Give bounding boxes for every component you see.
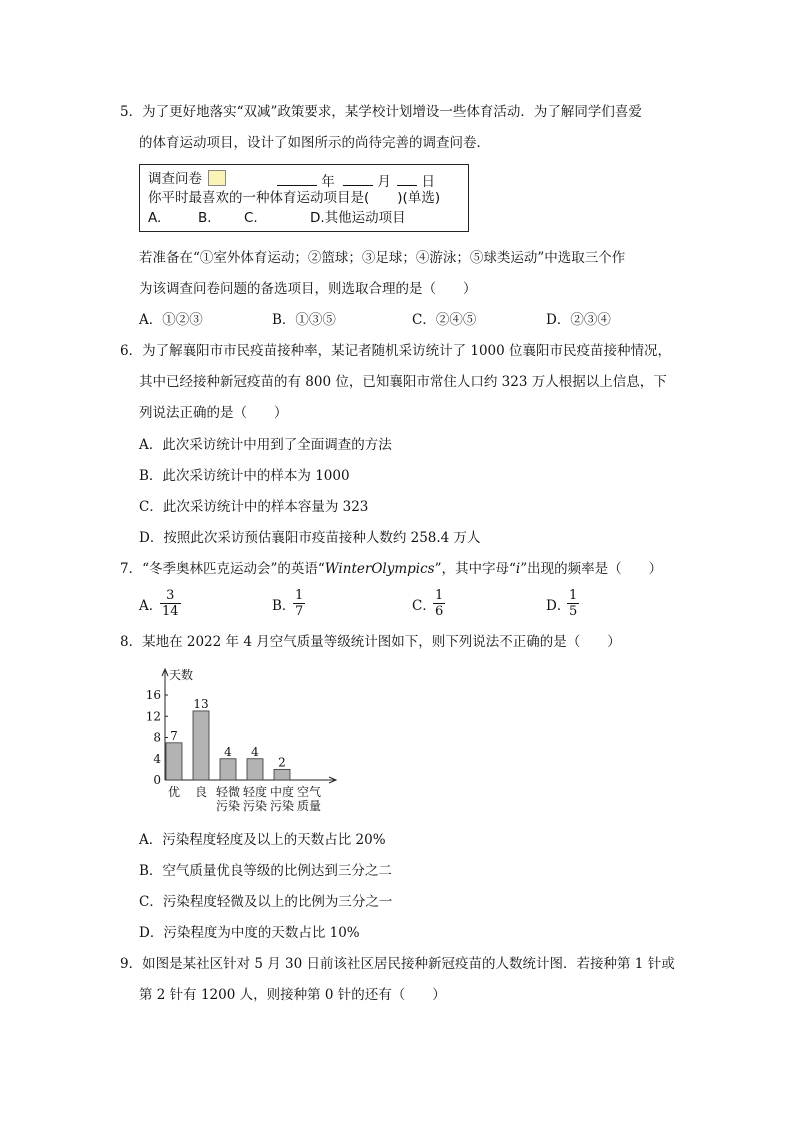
- y-axis-label: 天数: [169, 668, 194, 682]
- q9-line-2: 第 2 针有 1200 人，则接种第 0 针的还有（ ）: [139, 987, 446, 1003]
- q5-line-4: 为该调查问卷问题的备选项目，则选取合理的是（ ）: [139, 281, 477, 297]
- x-category-label: 中度: [269, 785, 295, 799]
- q7-text-mid: ”，其中字母“: [434, 561, 516, 577]
- question-text: 你平时最喜欢的一种体育运动项目是(: [148, 190, 370, 206]
- questionnaire-color-box: [208, 170, 226, 186]
- q5-line-2: 的体育运动项目，设计了如图所示的尚待完善的调查问卷．: [139, 135, 490, 151]
- y-tick-label: 12: [145, 709, 161, 724]
- q7-text-pre: 7．“冬季奥林匹克运动会”的英语“: [120, 561, 325, 577]
- bar: [247, 759, 263, 780]
- bar-data-label: 2: [278, 755, 286, 770]
- x-category-label: 质量: [296, 799, 322, 813]
- bar: [166, 743, 182, 780]
- air-quality-bar-chart: [145, 663, 345, 823]
- y-tick-label: 0: [153, 773, 161, 787]
- q5-option-d: D．②③④: [546, 312, 611, 328]
- fraction-denominator: 5: [569, 604, 578, 619]
- q7-option-c-fraction: [433, 588, 445, 619]
- fraction-numerator: 1: [295, 588, 304, 603]
- q6-line-2: 其中已经接种新冠疫苗的有 800 位，已知襄阳市常住人口约 323 万人根据以上信息，下: [139, 374, 667, 390]
- q7-word: WinterOlympics: [324, 561, 435, 577]
- q8-option-a: A．污染程度轻度及以上的天数占比 20%: [139, 832, 386, 848]
- x-category-label: 污染: [215, 799, 241, 813]
- q7-option-d-fraction: [567, 588, 579, 619]
- x-category-label: 优: [167, 785, 181, 799]
- x-category-label: 轻微: [215, 785, 241, 799]
- questionnaire-option-c: C.: [244, 210, 258, 226]
- q5-line-3: 若准备在“①室外体育运动；②篮球；③足球；④游泳；⑤球类运动”中选取三个作: [139, 250, 626, 266]
- questionnaire-title: 调查问卷: [148, 171, 202, 187]
- q7-text-post: ”出现的频率是（ ）: [520, 561, 663, 577]
- q7-option-d-label: D．: [546, 598, 571, 614]
- fraction-denominator: 14: [162, 604, 179, 619]
- fraction-denominator: 6: [435, 604, 444, 619]
- q6-line-1: 6．为了解襄阳市市民疫苗接种率，某记者随机采访统计了 1000 位襄阳市民疫苗接种情况，: [120, 343, 672, 359]
- y-tick-label: 8: [153, 730, 161, 745]
- bar: [274, 769, 290, 780]
- month-label: 月: [377, 174, 391, 190]
- q8-option-c: C．污染程度轻微及以上的比例为三分之一: [139, 894, 393, 910]
- q5-line-1: 5．为了更好地落实“双减”政策要求，某学校计划增设一些体育活动．为了解同学们喜爱: [120, 104, 642, 120]
- q6-option-b: B．此次采访统计中的样本为 1000: [139, 468, 350, 484]
- q8-line-1: 8．某地在 2022 年 4 月空气质量等级统计图如下，则下列说法不正确的是（ ）: [120, 634, 621, 650]
- date-line: [277, 171, 435, 191]
- q7-letter: i: [515, 561, 521, 577]
- q7-option-a-fraction: [160, 588, 181, 619]
- q6-option-c: C．此次采访统计中的样本容量为 323: [139, 499, 369, 515]
- x-category-label: 良: [194, 785, 208, 799]
- bar: [193, 711, 209, 780]
- bar: [220, 759, 236, 780]
- q7-option-c-label: C．: [412, 598, 436, 614]
- bar-data-label: 7: [170, 728, 178, 743]
- questionnaire-box: [139, 164, 469, 232]
- q6-option-a: A．此次采访统计中用到了全面调查的方法: [139, 437, 392, 453]
- x-category-label: 污染: [269, 799, 295, 813]
- q6-line-3: 列说法正确的是（ ）: [139, 405, 288, 421]
- x-category-label: 污染: [242, 799, 268, 813]
- select-note: )(单选): [397, 190, 441, 206]
- fraction-numerator: 1: [569, 588, 578, 603]
- q5-option-b: B．①③⑤: [272, 312, 336, 328]
- questionnaire-question: [148, 190, 440, 207]
- year-blank: [277, 171, 317, 186]
- q7-option-a-label: A．: [139, 598, 163, 614]
- day-blank: [397, 171, 417, 186]
- q8-option-d: D．污染程度为中度的天数占比 10%: [139, 925, 360, 941]
- q8-option-b: B．空气质量优良等级的比例达到三分之二: [139, 863, 392, 879]
- questionnaire-option-d: D.其他运动项目: [310, 210, 406, 226]
- questionnaire-option-b: B.: [198, 210, 212, 226]
- bar-data-label: 13: [193, 696, 209, 711]
- q5-option-a: A．①②③: [139, 312, 203, 328]
- q9-line-1: 9．如图是某社区针对 5 月 30 日前该社区居民接种新冠疫苗的人数统计图．若接种第 1 针或: [120, 956, 675, 972]
- y-tick-label: 4: [153, 751, 161, 766]
- y-tick-label: 16: [145, 688, 161, 702]
- month-blank: [343, 171, 373, 186]
- year-label: 年: [321, 174, 335, 190]
- fraction-denominator: 7: [295, 604, 304, 619]
- questionnaire-option-a: A.: [148, 210, 162, 226]
- x-category-label: 空气: [296, 785, 322, 799]
- q7-option-b-label: B．: [272, 598, 296, 614]
- q7-option-b-fraction: [293, 588, 305, 619]
- bar-data-label: 4: [224, 744, 232, 759]
- fraction-numerator: 3: [160, 588, 181, 604]
- q5-option-c: C．②④⑤: [412, 312, 477, 328]
- q6-option-d: D．按照此次采访预估襄阳市疫苗接种人数约 258.4 万人: [139, 530, 481, 546]
- bar-data-label: 4: [251, 744, 259, 759]
- fraction-numerator: 1: [435, 588, 444, 603]
- day-label: 日: [421, 174, 435, 190]
- q7-line-1: [120, 560, 662, 578]
- x-category-label: 轻度: [242, 785, 268, 799]
